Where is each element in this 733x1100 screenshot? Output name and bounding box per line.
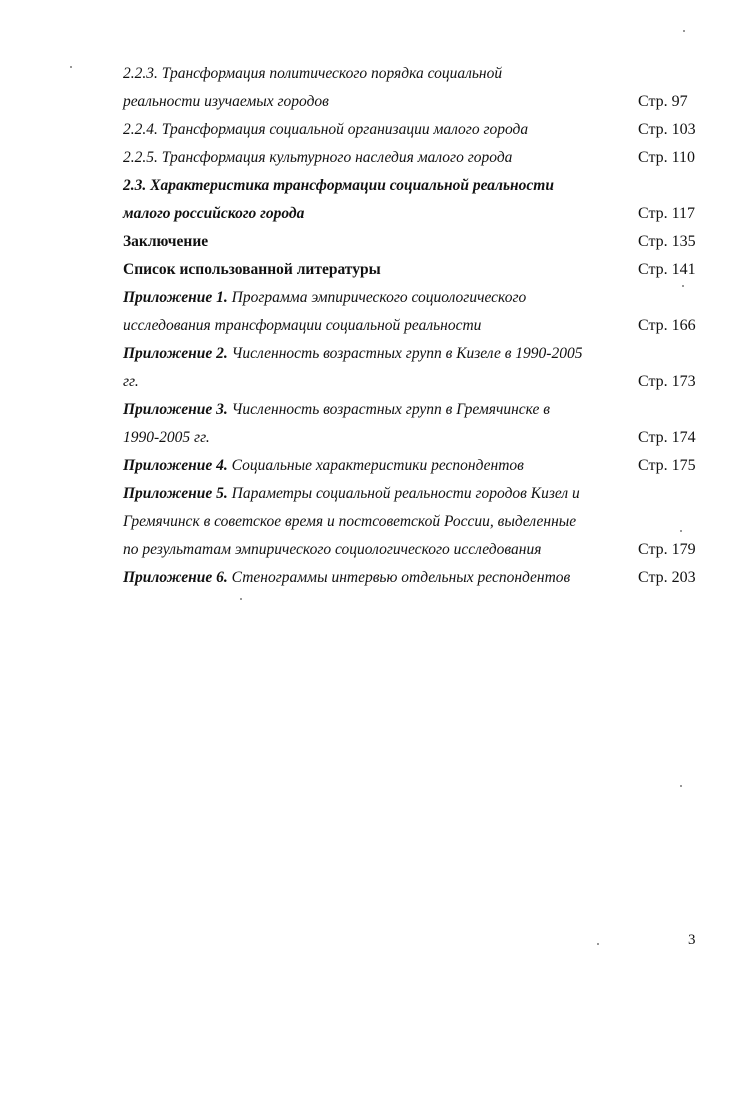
appendix-title: Социальные характеристики респондентов — [231, 457, 524, 474]
toc-entry-text: Список использованной литературы — [123, 261, 381, 278]
toc-entry-text: 1990-2005 гг. — [123, 429, 210, 446]
toc-line — [123, 482, 703, 506]
appendix-title: Стенограммы интервью отдельных респондентов — [231, 569, 571, 586]
toc-entry-text: исследования трансформации социальной реальности — [123, 317, 482, 334]
toc-entry-text — [123, 342, 582, 366]
toc-entry-text — [123, 454, 524, 478]
toc-page-number: Стр. 173 — [638, 373, 696, 390]
toc-page-number: Стр. 135 — [638, 233, 696, 250]
scan-speck — [680, 785, 682, 787]
toc-entry-text: Гремячинск в советское время и постсоветской России, выделенные — [123, 513, 577, 530]
toc-page-number: Стр. 166 — [638, 317, 696, 334]
toc-line — [123, 62, 703, 86]
toc-line — [123, 118, 703, 142]
toc-entry-text: 2.2.4. Трансформация социальной организации малого города — [123, 121, 529, 138]
toc-entry-text: малого российского города — [123, 205, 305, 222]
appendix-title: Параметры социальной реальности городов Кизел и — [231, 485, 580, 502]
toc-line — [123, 510, 703, 534]
toc-line — [123, 454, 703, 478]
toc-line — [123, 286, 703, 310]
appendix-title: Численность возрастных групп в Кизеле в 1990-2005 — [231, 345, 583, 362]
scan-speck — [597, 943, 599, 945]
toc-line — [123, 146, 703, 170]
toc-line — [123, 174, 703, 198]
toc-entry-text: 2.3. Характеристика трансформации социальной реальности — [123, 177, 554, 194]
toc-line — [123, 342, 703, 366]
toc-page-number: Стр. 175 — [638, 457, 696, 474]
toc-page-number: Стр. 103 — [638, 121, 696, 138]
toc-line — [123, 230, 703, 254]
toc-page-number: Стр. 117 — [638, 205, 696, 222]
toc-entry-text: гг. — [123, 373, 139, 390]
scan-speck — [680, 530, 682, 532]
toc-entry-text — [123, 286, 526, 310]
toc-page-number: Стр. 179 — [638, 541, 696, 558]
toc-line — [123, 314, 703, 338]
toc-page-number: Стр. 203 — [638, 569, 696, 586]
scan-speck — [70, 66, 72, 68]
appendix-label: Приложение 1. — [123, 289, 228, 306]
toc-line — [123, 426, 703, 450]
toc-page-number: Стр. 97 — [638, 93, 688, 110]
appendix-label: Приложение 2. — [123, 345, 228, 362]
toc-line — [123, 566, 703, 590]
page-number: 3 — [688, 932, 696, 948]
toc-entry-text: реальности изучаемых городов — [123, 93, 329, 110]
appendix-label: Приложение 6. — [123, 569, 228, 586]
toc-line — [123, 90, 703, 114]
toc-entry-text: Заключение — [123, 233, 209, 250]
toc-entry-text — [123, 398, 550, 422]
toc-line — [123, 202, 703, 226]
toc-entry-text — [123, 482, 580, 506]
toc-page-number: Стр. 141 — [638, 261, 696, 278]
toc-line — [123, 258, 703, 282]
appendix-label: Приложение 3. — [123, 401, 228, 418]
toc-page-number: Стр. 174 — [638, 429, 696, 446]
appendix-label: Приложение 4. — [123, 457, 228, 474]
toc-entry-text: по результатам эмпирического социологического исследования — [123, 541, 542, 558]
appendix-label: Приложение 5. — [123, 485, 228, 502]
toc-entry-text: 2.2.5. Трансформация культурного наследия малого города — [123, 149, 513, 166]
toc-entry-text — [123, 566, 570, 590]
appendix-title: Программа эмпирического социологического — [231, 289, 527, 306]
scan-speck — [240, 598, 242, 600]
scan-speck — [683, 30, 685, 32]
toc-line — [123, 538, 703, 562]
scan-speck — [682, 285, 684, 287]
toc-line — [123, 398, 703, 422]
toc-line — [123, 370, 703, 394]
toc-page-number: Стр. 110 — [638, 149, 696, 166]
appendix-title: Численность возрастных групп в Гремячинске в — [231, 401, 551, 418]
toc-entry-text: 2.2.3. Трансформация политического порядка социальной — [123, 65, 503, 82]
